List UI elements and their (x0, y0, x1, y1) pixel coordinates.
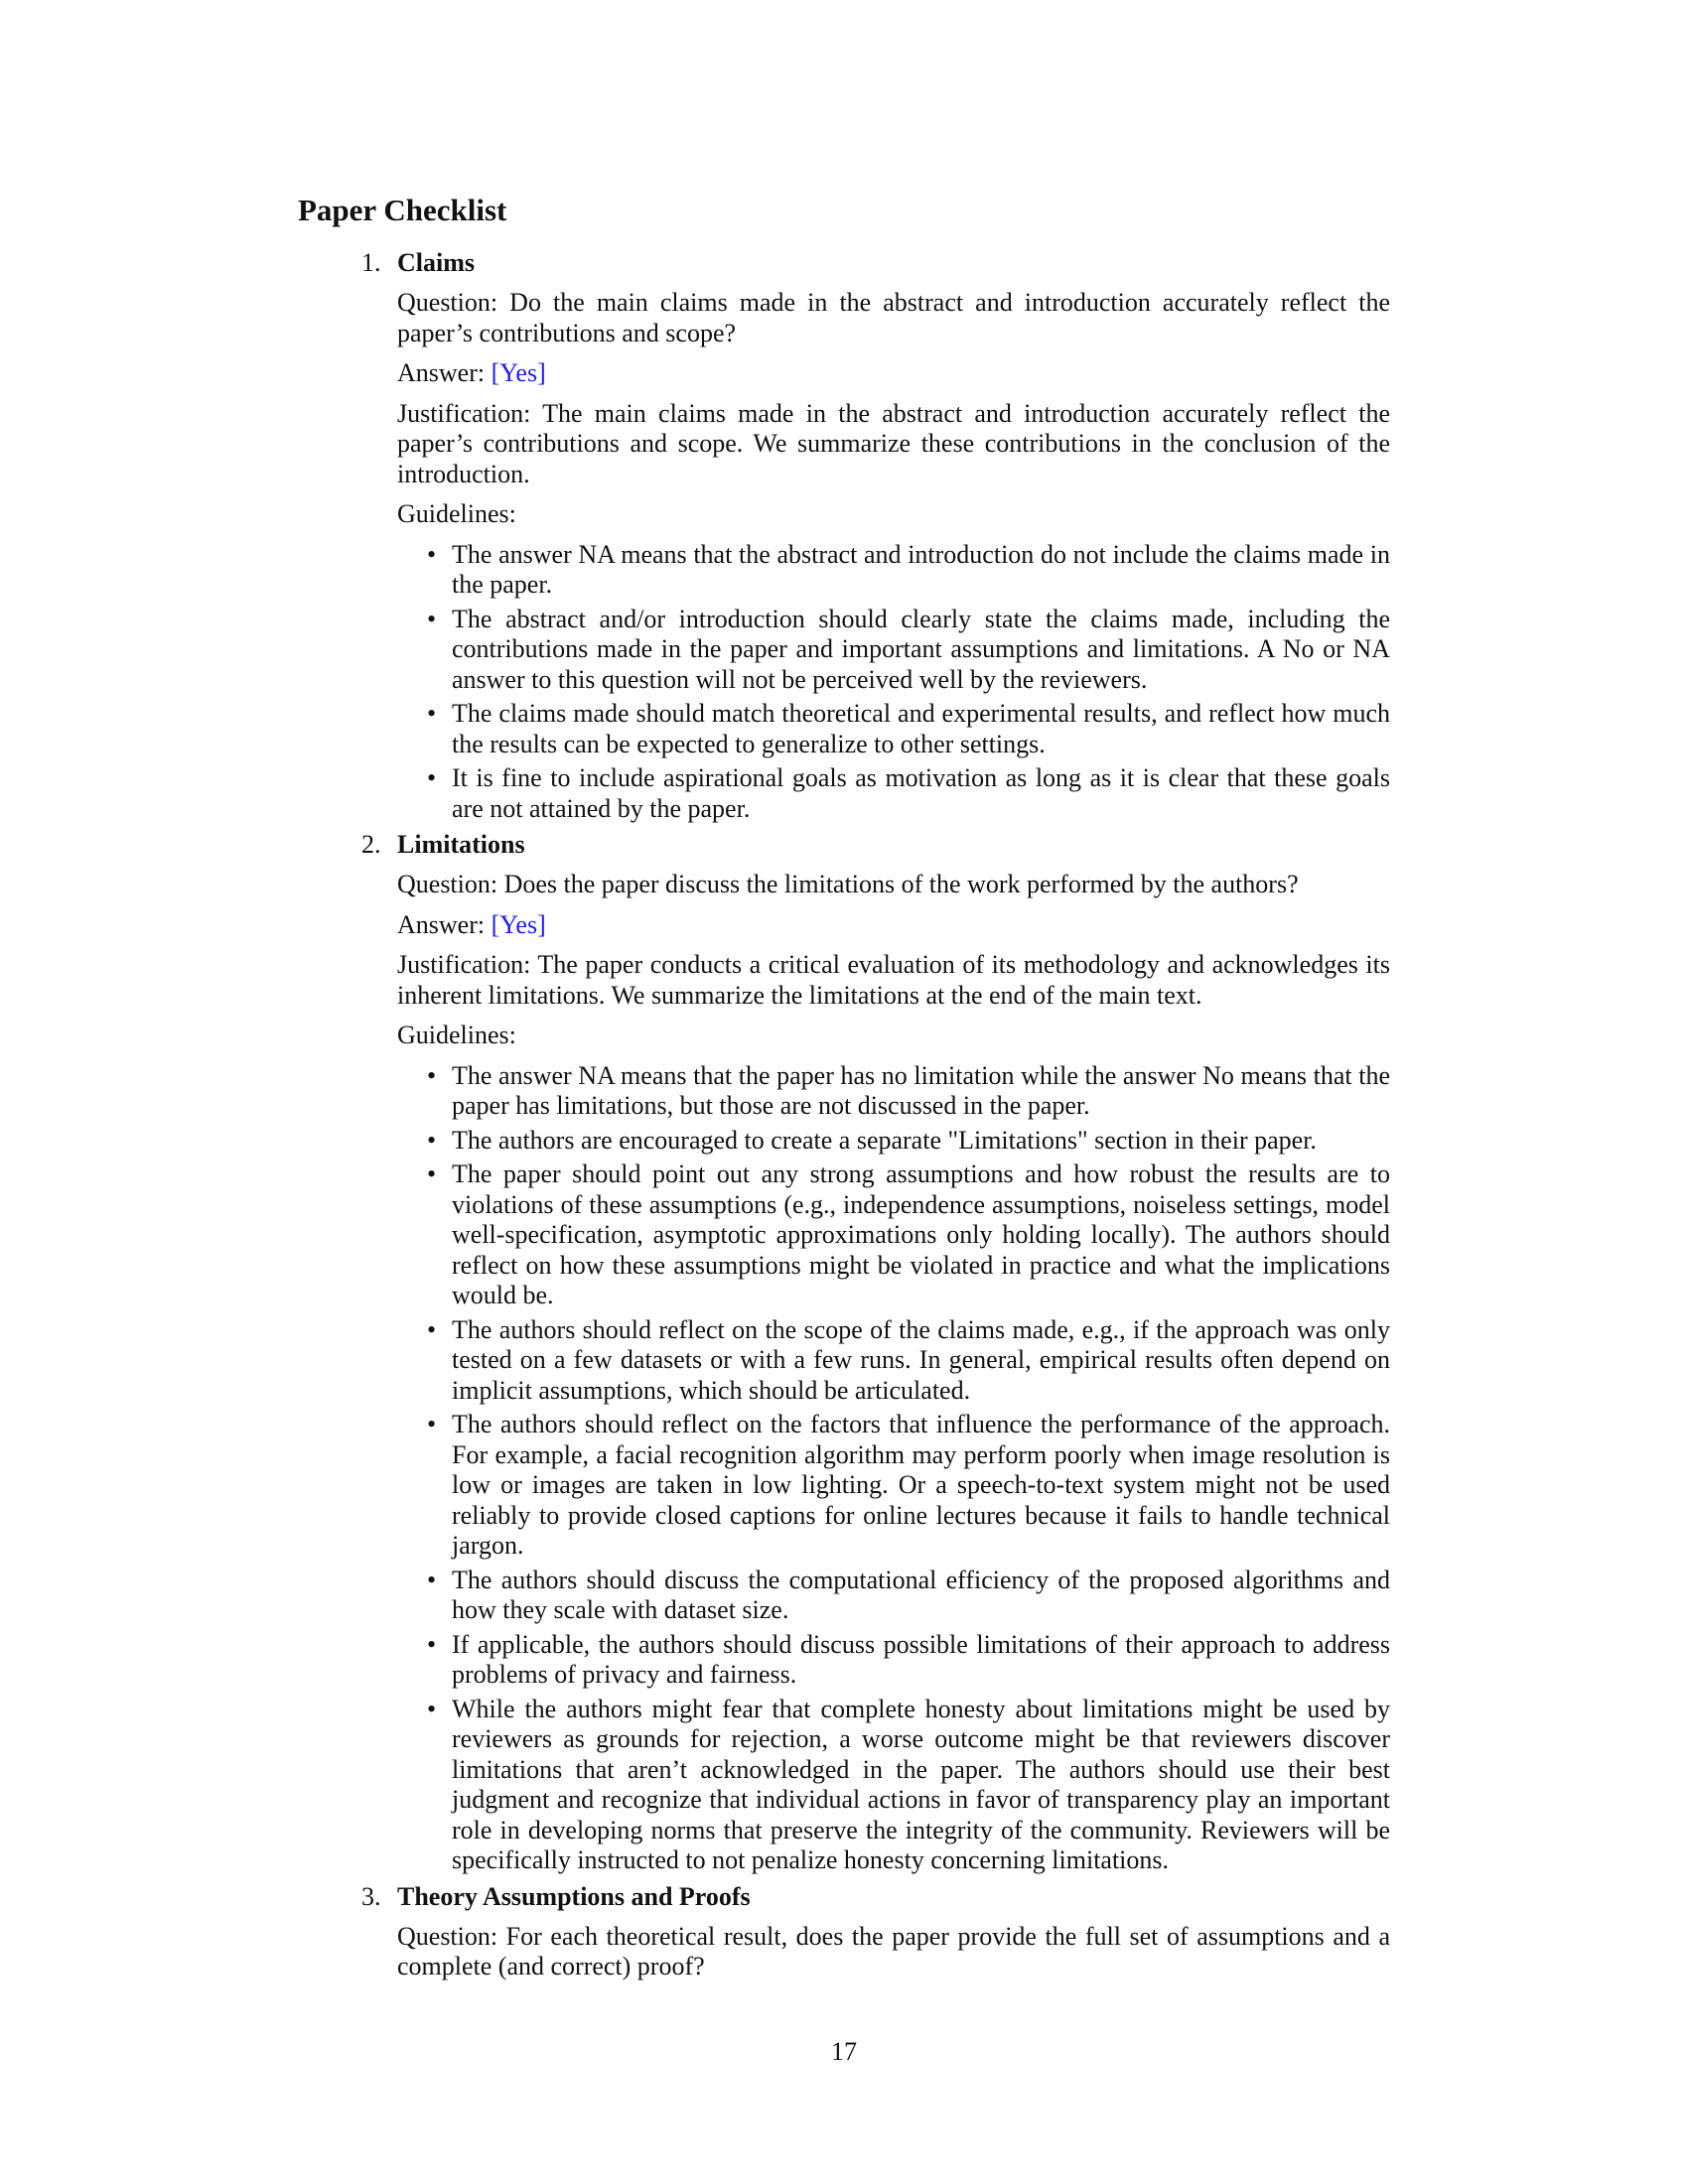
bullet-icon: • (427, 763, 437, 792)
guideline-item (397, 763, 1390, 824)
item-title: Theory Assumptions and Proofs (397, 1881, 751, 1911)
guideline-text: The answer NA means that the paper has no limitation while the answer No means that the paper has limitations, but those are not discussed in the paper. (452, 1060, 1390, 1120)
question-text: Question: For each theoretical result, does the paper provide the full set of assumptions and a complete (and correct) proof? (397, 1921, 1390, 1980)
answer-label: Answer: (397, 358, 486, 387)
guideline-text: The answer NA means that the abstract and introduction do not include the claims made in the paper. (452, 539, 1390, 599)
answer-line (397, 910, 1390, 941)
item-number: 3. (361, 1881, 381, 1911)
item-title: Limitations (397, 830, 525, 859)
bullet-icon: • (427, 1314, 437, 1344)
bullet-icon: • (427, 1410, 437, 1438)
guideline-text: The authors should discuss the computational efficiency of the proposed algorithms and how they scale with dataset size. (452, 1565, 1390, 1624)
checklist-item-claims (298, 248, 1390, 824)
checklist (298, 248, 1390, 1982)
guideline-text: The authors should reflect on the scope of the claims made, e.g., if the approach was only tested on a few datasets or with a few runs. In general, empirical results often depend on implicit assumptions, which should be articulated. (452, 1314, 1390, 1405)
guideline-text: The authors are encouraged to create a separate "Limitations" section in their paper. (452, 1125, 1317, 1155)
bullet-icon: • (427, 699, 437, 728)
answer-line (397, 358, 1390, 389)
checklist-item-theory (298, 1882, 1390, 1982)
question-text: Question: Does the paper discuss the limitations of the work performed by the authors? (397, 870, 1299, 898)
item-number: 2. (361, 830, 381, 859)
bullet-icon: • (427, 1629, 437, 1659)
question-text: Question: Do the main claims made in the abstract and introduction accurately reflect the paper’s contributions and scope? (397, 288, 1390, 347)
answer-value-link[interactable]: [Yes] (491, 358, 546, 387)
justification-text: Justification: The paper conducts a critical evaluation of its methodology and acknowledges its inherent limitations. We summarize the limitations at the end of the main text. (397, 950, 1390, 1010)
justification-text: Justification: The main claims made in the abstract and introduction accurately reflect the paper’s contributions and scope. We summarize these contributions in the conclusion of the introduction. (397, 398, 1390, 488)
guideline-item (397, 1160, 1390, 1311)
page-content (298, 191, 1390, 1992)
bullet-icon: • (427, 1565, 437, 1594)
guideline-item (397, 1061, 1390, 1122)
guidelines-label: Guidelines: (397, 1021, 516, 1049)
bullet-icon: • (427, 604, 437, 633)
bullet-icon: • (427, 539, 437, 569)
bullet-icon: • (427, 1694, 437, 1723)
page-number: 17 (831, 2037, 857, 2066)
bullet-icon: • (427, 1060, 437, 1090)
guideline-text: The authors should reflect on the factors that influence the performance of the approach. For example, a facial recognition algorithm may perform poorly when image resolution is low or images are taken in low lighting. Or a speech-to-text system might not be used reliably to provide closed captions for online lectures because it fails to handle technical jargon. (452, 1410, 1390, 1560)
answer-label: Answer: (397, 909, 486, 939)
item-number: 1. (361, 248, 381, 277)
guidelines-list (397, 1061, 1390, 1876)
checklist-item-limitations (298, 830, 1390, 1876)
guideline-text: The abstract and/or introduction should clearly state the claims made, including the contributions made in the paper and important assumptions and limitations. A No or NA answer to this question will not be perceived well by the reviewers. (452, 604, 1390, 694)
guideline-text: If applicable, the authors should discuss possible limitations of their approach to address problems of privacy and fairness. (452, 1629, 1390, 1689)
guideline-item (397, 605, 1390, 696)
bullet-icon: • (427, 1160, 437, 1188)
guideline-item (397, 1126, 1390, 1157)
item-title: Claims (397, 248, 475, 277)
guidelines-label: Guidelines: (397, 499, 516, 528)
guideline-item (397, 1630, 1390, 1691)
guideline-item (397, 1315, 1390, 1407)
guideline-item (397, 1695, 1390, 1876)
guideline-item (397, 1566, 1390, 1626)
guideline-text: The paper should point out any strong assumptions and how robust the results are to violations of these assumptions (e.g., independence assumptions, noiseless settings, model well-specification, asymptotic approximations only holding locally). The authors should reflect on how these assumptions might be violated in practice and what the implications would be. (452, 1160, 1390, 1309)
guidelines-list (397, 540, 1390, 825)
guideline-item (397, 699, 1390, 759)
answer-value-link[interactable]: [Yes] (491, 909, 546, 939)
guideline-item (397, 1410, 1390, 1562)
guideline-text: While the authors might fear that complete honesty about limitations might be used by reviewers as grounds for rejection, a worse outcome might be that reviewers discover limitations that aren’t acknowledged in the paper. The authors should use their best judgment and recognize that individual actions in favor of transparency play an important role in developing norms that preserve the integrity of the community. Reviewers will be specifically instructed to not penalize honesty concerning limitations. (452, 1694, 1390, 1874)
guideline-text: It is fine to include aspirational goals as motivation as long as it is clear that these goals are not attained by the paper. (452, 763, 1390, 823)
bullet-icon: • (427, 1125, 437, 1155)
guideline-item (397, 540, 1390, 601)
section-title: Paper Checklist (298, 193, 507, 227)
guideline-text: The claims made should match theoretical and experimental results, and reflect how much the results can be expected to generalize to other settings. (452, 699, 1390, 758)
